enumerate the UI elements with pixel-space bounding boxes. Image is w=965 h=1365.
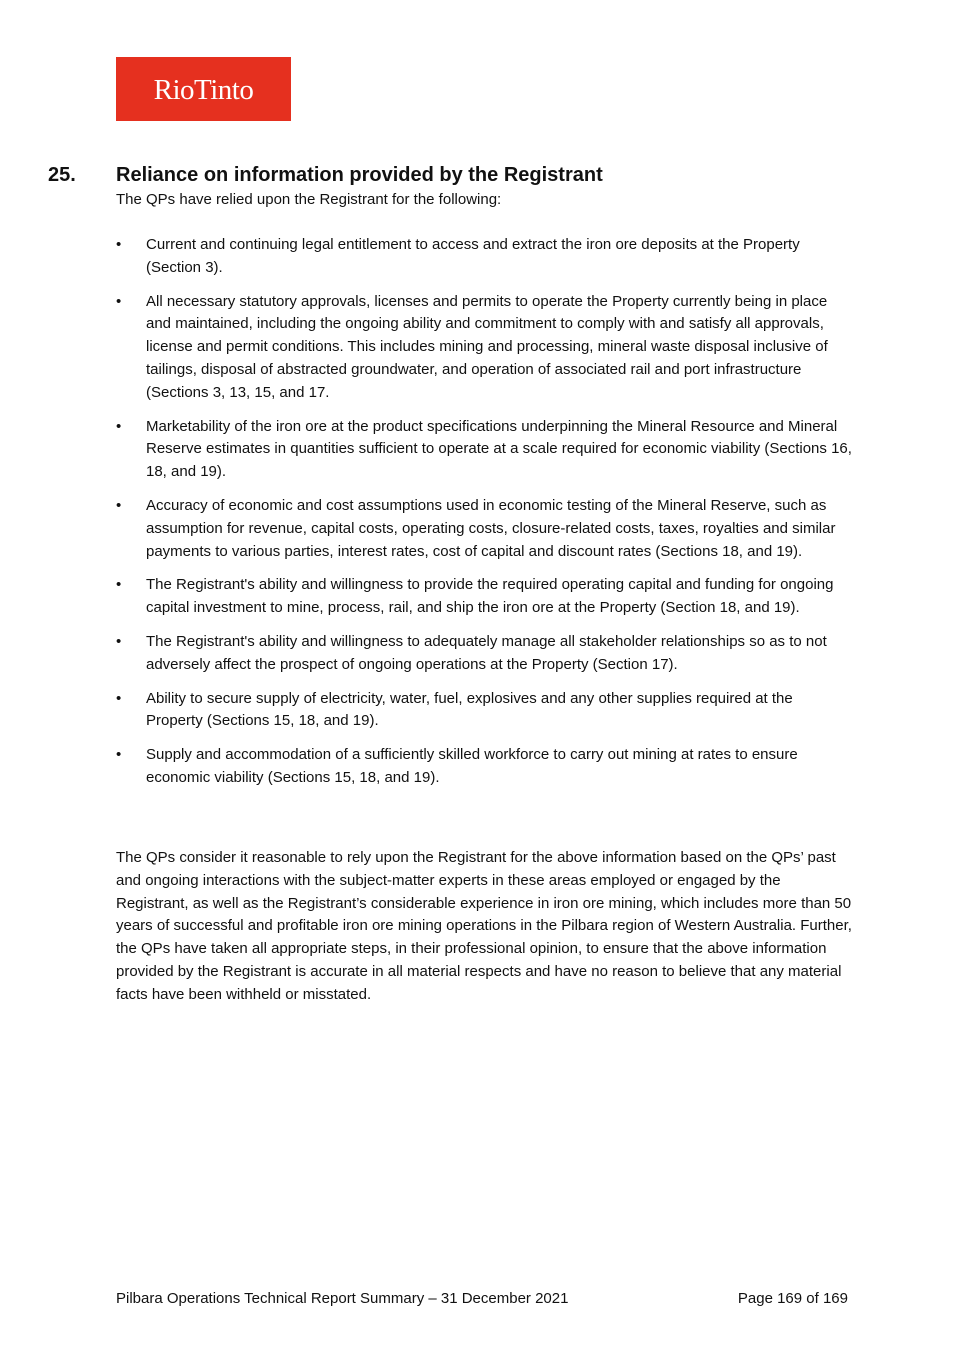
bullet-workforce	[116, 744, 852, 790]
section-number: 25.	[48, 164, 76, 186]
bullet-text: Ability to secure supply of electricity, water, fuel, explosives and any other supplies required at the Property (Sections 15, 18, and 19).	[146, 689, 793, 730]
bullet-marketability	[116, 416, 852, 484]
bullet-text: Accuracy of economic and cost assumptions used in economic testing of the Mineral Reserve, such as assumption for revenue, capital costs, operating costs, closure-related costs, taxes, royalties and similar payments to various parties, interest rates, cost of capital and discount rates (Sections 18, and 19).	[146, 496, 836, 560]
rio-tinto-logo	[116, 57, 291, 121]
section-intro: The QPs have relied upon the Registrant for the following:	[116, 191, 502, 208]
bullet-icon: •	[116, 496, 122, 514]
bullet-text: Marketability of the iron ore at the product specifications underpinning the Mineral Resource and Mineral Reserve estimates in quantities sufficient to operate at a scale required for economic viability (Sections 16, 18, and 19).	[146, 417, 852, 481]
bullet-icon: •	[116, 417, 122, 435]
bullet-text: All necessary statutory approvals, licenses and permits to operate the Property currently being in place and maintained, including the ongoing ability and commitment to comply with and satisfy all approvals, license and permit conditions. This includes mining and processing, mineral waste disposal inclusive of tailings, disposal of abstracted groundwater, and operation of associated rail and port infrastructure (Sections 3, 13, 15, and 17.	[146, 292, 828, 401]
bullet-economic-assumptions	[116, 495, 852, 563]
bullet-stakeholder-relationships	[116, 631, 852, 677]
footer-report-title: Pilbara Operations Technical Report Summary – 31 December 2021	[116, 1290, 569, 1307]
bullet-operating-capital	[116, 574, 852, 620]
reliance-bullet-list	[116, 234, 852, 801]
bullet-text: Current and continuing legal entitlement to access and extract the iron ore deposits at the Property (Section 3).	[146, 236, 800, 276]
bullet-supplies	[116, 688, 852, 734]
bullet-icon: •	[116, 236, 122, 253]
bullet-icon: •	[116, 292, 122, 310]
bullet-icon: •	[116, 632, 122, 650]
bullet-icon: •	[116, 576, 122, 594]
bullet-icon: •	[116, 689, 122, 707]
conclusion-paragraph: The QPs consider it reasonable to rely upon the Registrant for the above information based on the QPs’ past and ongoing interactions with the subject-matter experts in these areas employed or engaged by the Registrant, as well as the Registrant’s considerable experience in iron ore mining, which includes more than 50 years of successful and profitable iron ore mining operations in the Pilbara region of Western Australia. Further, the QPs have taken all appropriate steps, in their professional opinion, to ensure that the above information provided by the Registrant is accurate in all material respects and have no reason to believe that any material facts have been withheld or misstated.	[116, 849, 852, 1003]
bullet-text: Supply and accommodation of a sufficiently skilled workforce to carry out mining at rates to ensure economic viability (Sections 15, 18, and 19).	[146, 746, 798, 786]
logo-text: RioTinto	[153, 73, 254, 106]
bullet-icon: •	[116, 746, 122, 764]
bullet-legal-entitlement	[116, 234, 852, 280]
section-title: Reliance on information provided by the Registrant	[116, 164, 603, 186]
bullet-text: The Registrant's ability and willingness to adequately manage all stakeholder relationships so as to not adversely affect the prospect of ongoing operations at the Property (Section 17).	[146, 632, 827, 673]
bullet-text: The Registrant's ability and willingness to provide the required operating capital and funding for ongoing capital investment to mine, process, rail, and ship the iron ore at the Property (Section 18, and 19).	[146, 576, 834, 617]
bullet-statutory-approvals	[116, 291, 852, 405]
footer-page-number: Page 169 of 169	[737, 1290, 848, 1307]
